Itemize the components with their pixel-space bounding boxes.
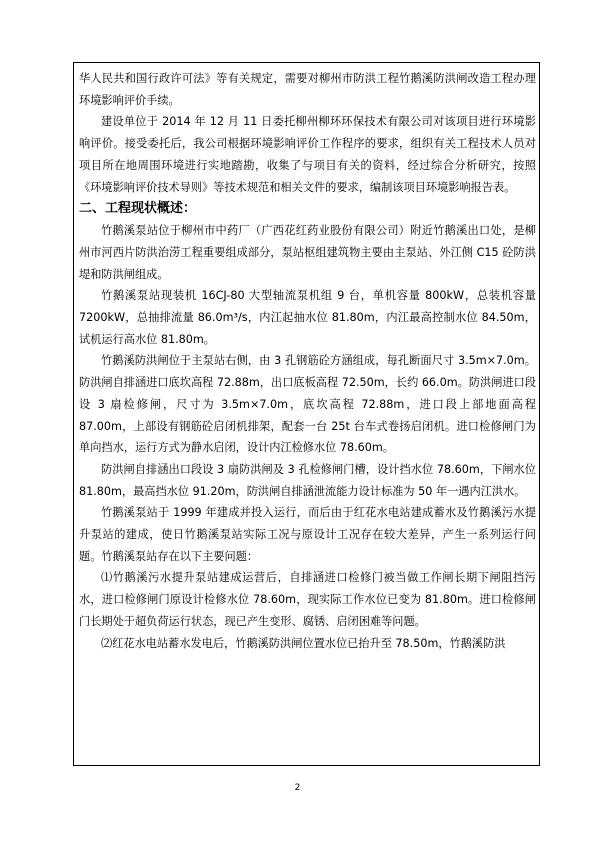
paragraph: ⑵红花水电站蓄水发电后，竹鹅溪防洪闸位置水位已抬升至 78.50m，竹鹅溪防洪 [101,636,506,650]
paragraph: 竹鹅溪泵站于 1999 年建成并投入运行，而后由于红花水电站建成蓄水及竹鹅溪污水提升泵站的建成，使日竹鹅溪泵站实际工况与原设计工况存在较大差异，产生一系列运行问题。竹鹅溪泵站存在以下主要问题： [79,506,536,563]
document-body [79,68,536,654]
paragraph: 华人民共和国行政许可法》等有关规定，需要对柳州市防洪工程竹鹅溪防洪闸改造工程办理环境影响评价手续。 [79,72,536,107]
section-heading: 二、工程现状概述： [79,201,197,217]
paragraph: 建设单位于 2014 年 12 月 11 日委托柳州柳环环保技术有限公司对该项目进行环境影响评价。接受委托后，我公司根据环境影响评价工作程序的要求，组织有关工程技术人员对项目所在地周围环境进行实地踏勘，收集了与项目有关的资料，经过综合分析研究，按照《环境影响评价技术导则》等技术规范和相关文件的要求，编制该项目环境影响报告表。 [79,115,536,194]
paragraph: 竹鹅溪防洪闸位于主泵站右侧，由 3 孔钢筋砼方涵组成，每孔断面尺寸 3.5m×7.0m。防洪闸自排涵进口底坎高程 72.88m，出口底板高程 72.50m，长约 66.0m。防洪闸进口段设 3 扇检修闸，尺寸为 3.5m×7.0m，底坎高程 72.88m，进口段上部地面高程 87.00m，上部设有钢筋砼启闭机排架，配套一台 25t 台车式卷扬启闭机。进口检修闸门为单向挡水，运行方式为静水启闭，设计内江检修水位 78.60m。 [79,354,536,455]
paragraph: 竹鹅溪泵站现装机 16CJ-80 大型轴流泵机组 9 台，单机容量 800kW，总装机容量 7200kW，总抽排流量 86.0m³/s，内江起抽水位 81.80m，内江最高控制水位 84.50m，试机运行高水位 81.80m。 [79,289,536,346]
paragraph: 防洪闸自排涵出口段设 3 扇防洪闸及 3 孔检修闸门槽，设计挡水位 78.60m，下闸水位 81.80m，最高挡水位 91.20m，防洪闸自排涵泄流能力设计标准为 50 年一遇内江洪水。 [79,462,536,498]
paragraph: 竹鹅溪泵站位于柳州市中药厂（广西花红药业股份有限公司）附近竹鹅溪出口处，是柳州市河西片防洪治涝工程重要组成部分，泵站枢组建筑物主要由主泵站、外江侧 C15 砼防洪堤和防洪闸组成。 [79,224,536,281]
page-number: 2 [294,783,301,793]
paragraph: ⑴竹鹅溪污水提升泵站建成运营后，自排涵进口检修门被当做工作闸长期下闸阻挡污水，进口检修闸门原设计检修水位 78.60m，现实际工作水位已变为 81.80m。进口检修闸门长期处于超负荷运行状态，现已产生变形、腐锈、启闭困难等问题。 [79,571,536,628]
